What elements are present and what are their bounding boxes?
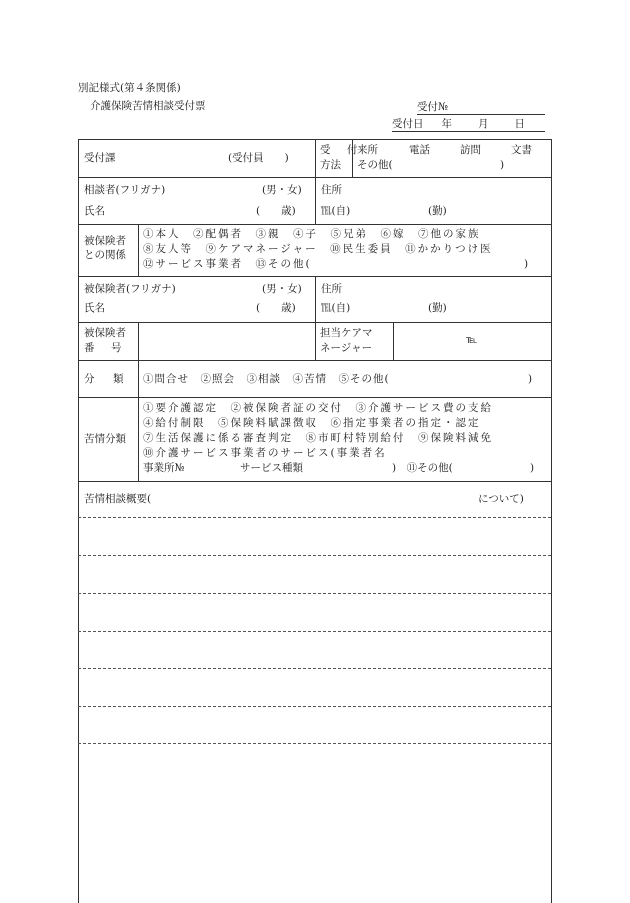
consultant-home-tel-label: ℡(自) bbox=[321, 205, 351, 217]
summary-text-area[interactable] bbox=[80, 519, 550, 899]
insured-furigana-label: 被保険者(フリガナ) bbox=[84, 283, 176, 295]
insured-name-label: 氏名 bbox=[84, 302, 105, 314]
cell-divider bbox=[138, 397, 139, 481]
office-number-label: 事業所№ bbox=[143, 462, 185, 474]
cell-divider bbox=[315, 322, 316, 360]
insured-work-tel-label: (勤) bbox=[428, 302, 447, 314]
cell-divider bbox=[315, 177, 316, 224]
reception-dept-label: 受付課 bbox=[84, 152, 116, 164]
table-left-border bbox=[78, 139, 79, 903]
consultant-name-label: 氏名 bbox=[84, 205, 105, 217]
method-other-close: ) bbox=[500, 159, 505, 171]
complaint-options-line-2[interactable]: ④給付制限 ⑤保険料賦課徴収 ⑥指定事業者の指定・認定 bbox=[143, 417, 481, 429]
method-label: 受 付 bbox=[320, 144, 361, 156]
row-divider bbox=[78, 397, 551, 398]
care-manager-tel-label: ℡ bbox=[466, 334, 478, 346]
method-other-field[interactable]: その他( bbox=[357, 159, 393, 171]
care-manager-label: 担当ケアマ bbox=[320, 327, 373, 339]
method-label-2: 方法 bbox=[320, 159, 341, 171]
table-right-border bbox=[551, 139, 552, 903]
date-month-label: 月 bbox=[478, 118, 489, 130]
row-divider bbox=[78, 360, 551, 361]
date-year-label: 年 bbox=[441, 118, 452, 130]
date-day-label: 日 bbox=[514, 118, 525, 130]
complaint-category-label: 苦情分類 bbox=[84, 433, 126, 445]
receipt-date-label: 受付日 bbox=[392, 118, 424, 130]
method-home-visit-option[interactable]: 訪問 bbox=[460, 144, 481, 156]
consultant-address-label: 住所 bbox=[321, 184, 342, 196]
relation-other-close: ) bbox=[524, 258, 529, 270]
insured-number-input[interactable] bbox=[144, 327, 310, 355]
relation-label-2: との関係 bbox=[84, 249, 126, 261]
classification-label: 分 類 bbox=[84, 373, 128, 385]
relation-options-line-2[interactable]: ⑧友人等 ⑨ケアマネージャー ⑩民生委員 ⑪かかりつけ医 bbox=[143, 243, 493, 255]
cell-divider bbox=[138, 322, 139, 360]
consultant-age-field[interactable]: ( 歳) bbox=[256, 205, 296, 217]
consultant-work-tel-label: (勤) bbox=[428, 205, 447, 217]
cell-divider bbox=[315, 139, 316, 177]
relation-options-line-3[interactable]: ⑫サービス事業者 ⑬その他( bbox=[143, 258, 312, 270]
relation-label: 被保険者 bbox=[84, 235, 126, 247]
writing-line bbox=[78, 517, 551, 518]
method-document-option[interactable]: 文書 bbox=[511, 144, 532, 156]
care-manager-label-2: ネージャー bbox=[320, 342, 373, 354]
relation-options-line-1[interactable]: ①本人 ②配偶者 ③親 ④子 ⑤兄弟 ⑥嫁 ⑦他の家族 bbox=[143, 228, 481, 240]
reception-staff-field[interactable]: (受付員 ) bbox=[228, 152, 289, 164]
insured-home-tel-label: ℡(自) bbox=[321, 302, 351, 314]
method-phone-option[interactable]: 電話 bbox=[409, 144, 430, 156]
summary-about-label: について) bbox=[478, 493, 524, 505]
row-divider bbox=[78, 224, 551, 225]
receipt-date-field[interactable] bbox=[392, 118, 545, 132]
complaint-options-line-3[interactable]: ⑦生活保護に係る審査判定 ⑧市町村特別給付 ⑨保険料減免 bbox=[143, 432, 493, 444]
row-divider bbox=[78, 481, 551, 482]
consultant-furigana-label: 相談者(フリガナ) bbox=[84, 184, 166, 196]
form-reference: 別記様式(第４条関係) bbox=[78, 82, 181, 94]
insured-age-field[interactable]: ( 歳) bbox=[256, 302, 296, 314]
form-title: 介護保険苦情相談受付票 bbox=[90, 100, 206, 112]
complaint-options-line-4[interactable]: ⑩介護サービス事業者のサービス(事業者名 bbox=[143, 447, 387, 459]
complaint-other-close: ) bbox=[530, 462, 535, 474]
receipt-number-label: 受付№ bbox=[417, 101, 545, 115]
summary-label: 苦情相談概要( bbox=[84, 493, 152, 505]
insured-gender-field[interactable]: (男・女) bbox=[262, 283, 302, 295]
method-visit-option[interactable]: 来所 bbox=[357, 144, 378, 156]
insured-number-label: 被保険者 bbox=[84, 327, 126, 339]
complaint-other-option[interactable]: ) ⑪その他( bbox=[392, 462, 453, 474]
cell-divider bbox=[138, 224, 139, 276]
cell-divider bbox=[315, 276, 316, 322]
service-type-label: サービス種類 bbox=[240, 462, 303, 474]
classification-other-close: ) bbox=[528, 373, 533, 385]
complaint-options-line-1[interactable]: ①要介護認定 ②被保険者証の交付 ③介護サービス費の支給 bbox=[143, 402, 493, 414]
receipt-number-field[interactable] bbox=[417, 101, 545, 115]
classification-options[interactable]: ①問合せ ②照会 ③相談 ④苦情 ⑤その他( bbox=[143, 373, 390, 385]
consultant-gender-field[interactable]: (男・女) bbox=[262, 184, 302, 196]
insured-number-label-2: 番 号 bbox=[84, 342, 125, 354]
cell-divider bbox=[138, 360, 139, 397]
insured-address-label: 住所 bbox=[321, 283, 342, 295]
cell-divider bbox=[393, 322, 394, 360]
